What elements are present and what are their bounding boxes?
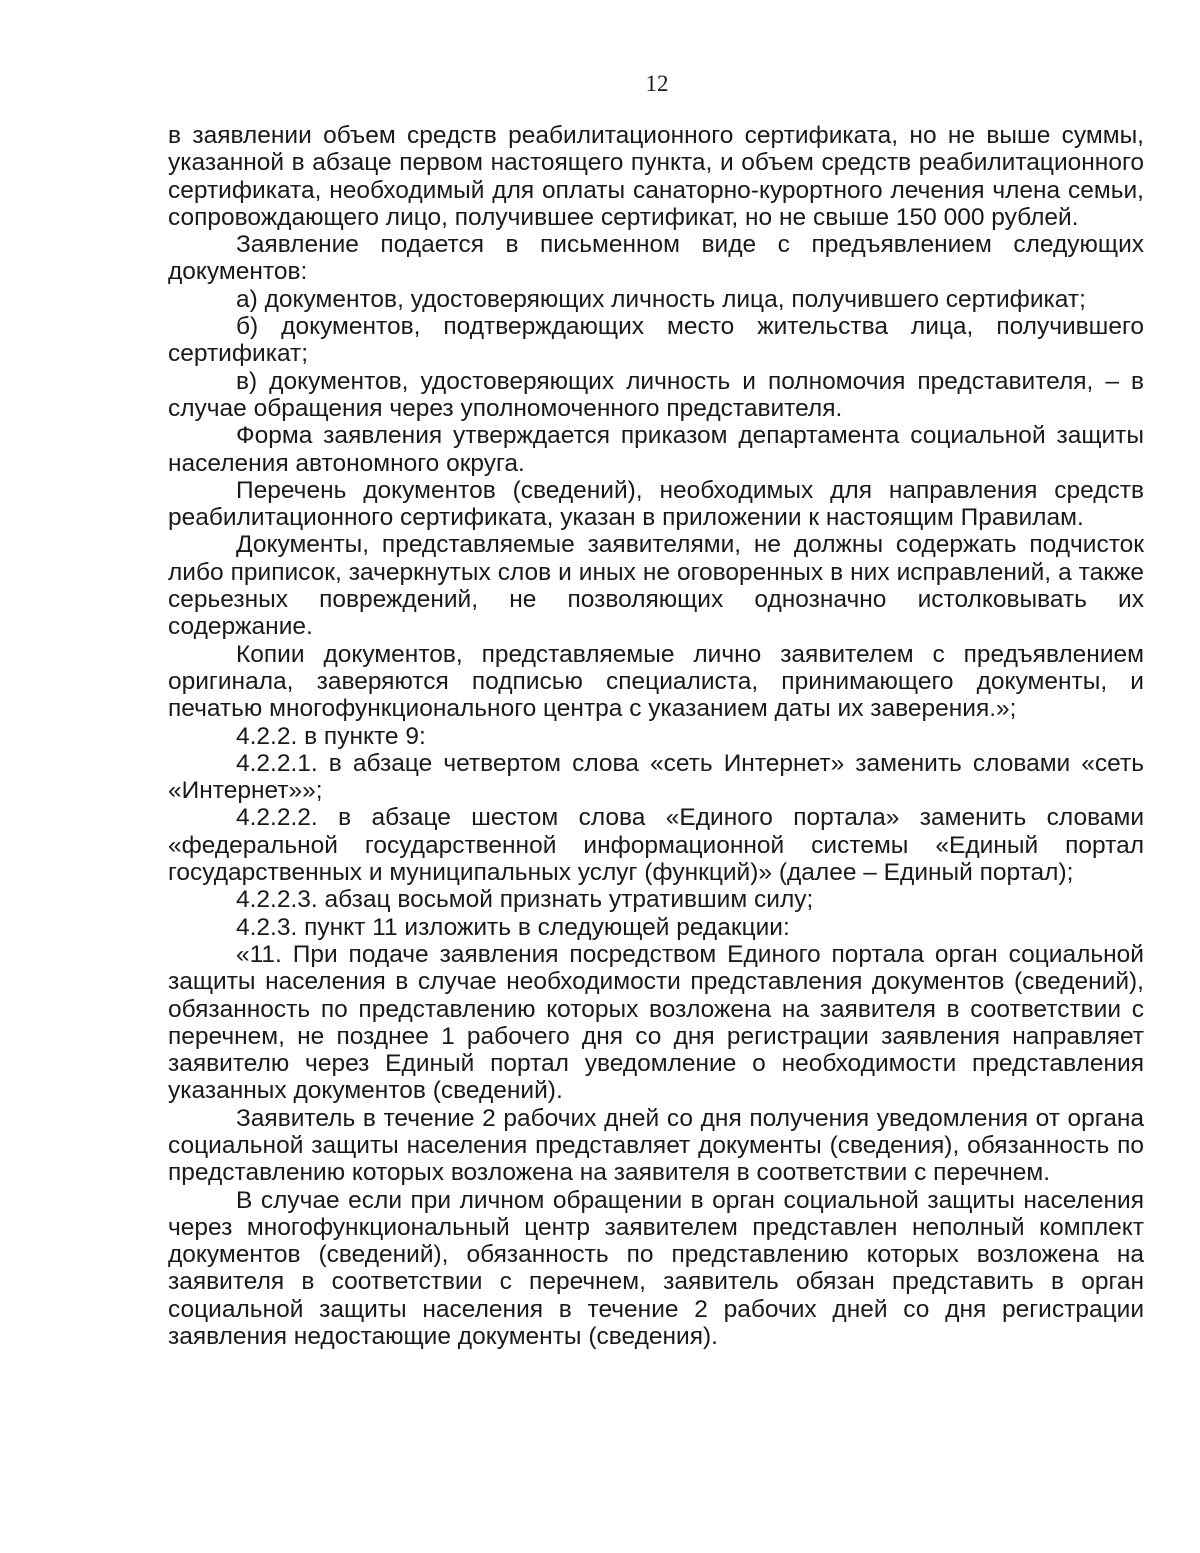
- paragraph-documents-list: Перечень документов (сведений), необходимых для направления средств реабилитационного сертификата, указан в приложении к настоящим Правилам.: [168, 476, 1144, 532]
- clause-4-2-2-3: 4.2.2.3. абзац восьмой признать утратившим силу;: [236, 886, 814, 914]
- list-item-a: а) документов, удостоверяющих личность лица, получившего сертификат;: [236, 285, 1086, 313]
- paragraph-continuation: в заявлении объем средств реабилитационного сертификата, но не выше суммы, указанной в абзаце первом настоящего пункта, и объем средств реабилитационного сертификата, необходимый для оплаты санаторно-курортного лечения члена семьи, сопровождающего лицо, получившее сертификат, но не свыше 150 000 рублей.: [168, 122, 1144, 231]
- paragraph-copies-certification: Копии документов, представляемые лично заявителем с предъявлением оригинала, заверяются подписью специалиста, принимающего документы, и печатью многофункционального центра с указанием даты их заверения.»;: [168, 640, 1144, 723]
- paragraph-documents-requirements: Документы, представляемые заявителями, не должны содержать подчисток либо приписок, зачеркнутых слов и иных не оговоренных в них исправлений, а также серьезных повреждений, не позволяющих однозначно истолковывать их содержание.: [168, 531, 1144, 641]
- clause-4-2-2-1: [168, 750, 1144, 805]
- paragraph-application-form: Заявление подается в письменном виде с предъявлением следующих документов:: [168, 231, 1144, 286]
- paragraph-applicant-obligation: Заявитель в течение 2 рабочих дней со дня получения уведомления от органа социальной защиты населения представляет документы (сведения), обязанность по представлению которых возложена на заявителя в соответствии с перечнем.: [168, 1104, 1144, 1187]
- clause-4-2-2-2: 4.2.2.2. в абзаце шестом слова «Единого портала» заменить словами «федеральной государственной информационной системы «Единый портал государственных и муниципальных услуг (функций)» (далее – Единый портал);: [168, 804, 1144, 887]
- clause-4-2-3: 4.2.3. пункт 11 изложить в следующей редакции:: [236, 913, 790, 941]
- list-item-v: в) документов, удостоверяющих личность и полномочия представителя, – в случае обращения через уполномоченного представителя.: [168, 367, 1144, 422]
- clause-11-rest: защиты населения в случае необходимости представления документов (сведений), обязанность по представлению которых возложена на заявителя в соответствии с перечнем, не позднее 1 рабочего дня со дня регистрации заявления направляет заявителю через Единый портал уведомление о необходимости представления указанных документов (сведений).: [168, 968, 1144, 1105]
- list-item-b: б) документов, подтверждающих место жительства лица, получившего сертификат;: [168, 313, 1144, 368]
- clause-4-2-2: 4.2.2. в пункте 9:: [236, 722, 426, 750]
- page-number: 12: [645, 71, 669, 96]
- document-body: [168, 122, 1144, 1350]
- paragraph-form-approval: Форма заявления утверждается приказом департамента социальной защиты населения автономного округа.: [168, 422, 1144, 477]
- paragraph-incomplete-set: В случае если при личном обращении в орган социальной защиты населения через многофункциональный центр заявителем представлен неполный комплект документов (сведений), обязанность по представлению которых возложена на заявителя в соответствии с перечнем, заявитель обязан представить в орган социальной защиты населения в течение 2 рабочих дней со дня регистрации заявления недостающие документы (сведения).: [168, 1186, 1144, 1351]
- clause-11: [168, 941, 1144, 1105]
- clause-4-2-2-1-line-2: «Интернет»»;: [168, 777, 323, 805]
- clause-4-2-2-1-line-1: 4.2.2.1. в абзаце четвертом слова «сеть Интернет» заменить словами «сеть: [236, 749, 1144, 777]
- clause-11-line-1: «11. При подаче заявления посредством Единого портала орган социальной: [236, 940, 1144, 968]
